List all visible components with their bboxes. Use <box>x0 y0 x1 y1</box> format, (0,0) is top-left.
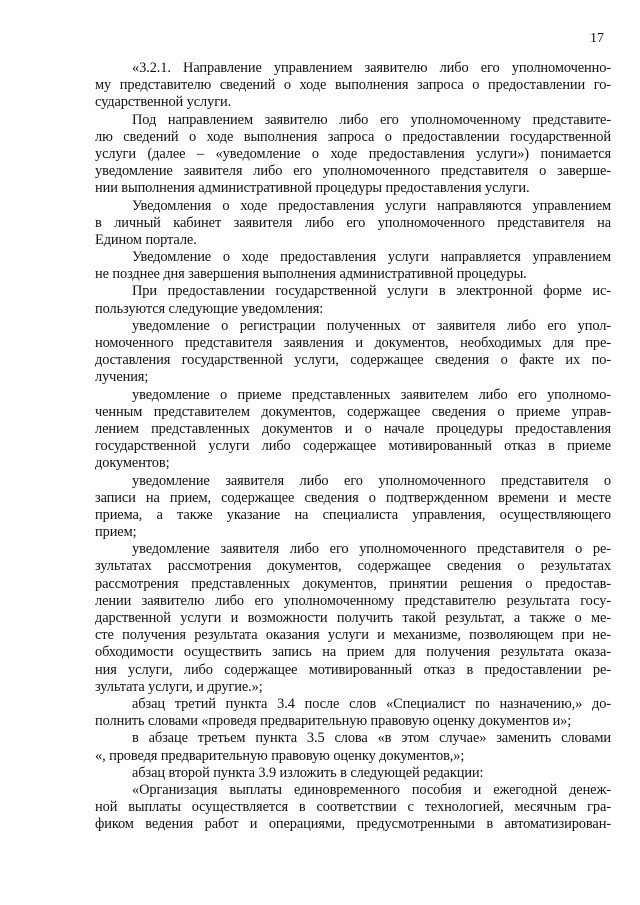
paragraph <box>95 782 611 834</box>
paragraph <box>95 541 611 696</box>
text-line: приема, а также указание на специалиста управления, осуществляющего <box>95 506 611 523</box>
text-line: лении заявителю либо его уполномоченному представителю результата госу- <box>95 592 611 609</box>
text-line: му представителю сведений о ходе выполнения запроса о предоставлении го- <box>95 77 611 94</box>
text-line: документов; <box>95 455 170 472</box>
paragraph <box>95 387 611 473</box>
text-line: уведомление о приеме представленных заявителем либо его уполномо- <box>132 386 611 403</box>
text-line: Уведомление о ходе предоставления услуги направляется управлением <box>132 249 611 266</box>
text-line: ния услуги, либо содержащее мотивированный отказ в предоставлении ре- <box>95 661 611 678</box>
text-line: в абзаце третьем пункта 3.5 слова «в этом случае» заменить словами <box>132 730 611 747</box>
text-line: прием; <box>95 524 137 541</box>
text-line: сте получения результата оказания услуги и механизме, позволяющем при не- <box>95 627 611 644</box>
text-line: нии выполнения административной процедуры предоставления услуги. <box>95 180 530 197</box>
text-line: абзац второй пункта 3.9 изложить в следующей редакции: <box>132 764 484 781</box>
text-line: ной выплаты осуществляется в соответствии с технологией, месячным гра- <box>95 799 611 816</box>
text-line: пользуются следующие уведомления: <box>95 300 324 317</box>
text-line: рассмотрения представленных документов, принятии решения о предостав- <box>95 575 611 592</box>
text-line: услуги (далее – «уведомление о ходе предоставления услуги») понимается <box>95 145 611 162</box>
text-line: фиком ведения работ и операциями, предусмотренными в автоматизирован- <box>95 816 611 833</box>
text-line: номоченного представителя заявления и документов, необходимых для пре- <box>95 335 611 351</box>
text-line: обходимости осуществить запись на прием для получения результата оказа- <box>95 644 611 661</box>
text-line: «3.2.1. Направление управлением заявителю либо его уполномоченно- <box>132 60 611 76</box>
text-line: лением представленных документов и о начале процедуры предоставления <box>95 420 611 437</box>
text-line: государственной услуги либо содержащее мотивированный отказ в приеме <box>95 438 611 455</box>
text-line: зультатах рассмотрения документов, содержащее сведения о результатах <box>95 558 611 575</box>
text-line: уведомление заявителя либо его уполномоченного представителя о ре- <box>132 541 611 558</box>
paragraph <box>95 249 611 283</box>
text-line: полнить словами «проведя предварительную правовую оценку документов и»; <box>95 713 572 730</box>
text-line: записи на прием, содержащее сведения о подтвержденном времени и месте <box>95 489 611 506</box>
paragraph <box>95 696 611 730</box>
text-line: уведомление о регистрации полученных от заявителя либо его упол- <box>132 317 611 334</box>
paragraph <box>95 112 611 198</box>
text-line: в личный кабинет заявителя либо его уполномоченного представителя на <box>95 214 611 231</box>
text-line: не позднее дня завершения выполнения административной процедуры. <box>95 266 527 283</box>
paragraph <box>95 198 611 250</box>
text-line: При предоставлении государственной услуги в электронной форме ис- <box>132 283 611 300</box>
text-line: ченным представителем документов, содержащее сведения о приеме управ- <box>95 403 611 420</box>
text-line: лучения; <box>95 369 149 386</box>
paragraph <box>95 473 611 542</box>
paragraph <box>95 765 611 782</box>
paragraph <box>95 318 611 387</box>
text-line: зультата услуги, и другие.»; <box>95 678 263 695</box>
text-line: сударственной услуги. <box>95 94 232 111</box>
text-line: Едином портале. <box>95 231 197 248</box>
text-line: «, проведя предварительную правовую оценку документов,»; <box>95 747 465 764</box>
text-line: лю сведений о ходе выполнения запроса о предоставлении государственной <box>95 128 611 145</box>
text-line: дарственной услуги и возможности получить такой результат, а также о ме- <box>95 610 611 626</box>
text-line: Уведомления о ходе предоставления услуги направляются управлением <box>132 197 611 214</box>
text-line: Под направлением заявителю либо его уполномоченному представите- <box>132 111 611 128</box>
document-body <box>95 60 611 833</box>
text-line: абзац третий пункта 3.4 после слов «Специалист по назначению,» до- <box>132 695 611 712</box>
paragraph <box>95 283 611 317</box>
page-number: 17 <box>590 31 604 46</box>
paragraph <box>95 60 611 112</box>
text-line: уведомление заявителя либо его уполномоченного представителя о <box>132 472 611 489</box>
text-line: «Организация выплаты единовременного пособия и ежегодной денеж- <box>132 781 611 798</box>
text-line: уведомление заявителя либо его уполномоченного представителя о заверше- <box>95 163 611 180</box>
text-line: доставления государственной услуги, содержащее сведения о факте их по- <box>95 352 611 369</box>
paragraph <box>95 730 611 764</box>
